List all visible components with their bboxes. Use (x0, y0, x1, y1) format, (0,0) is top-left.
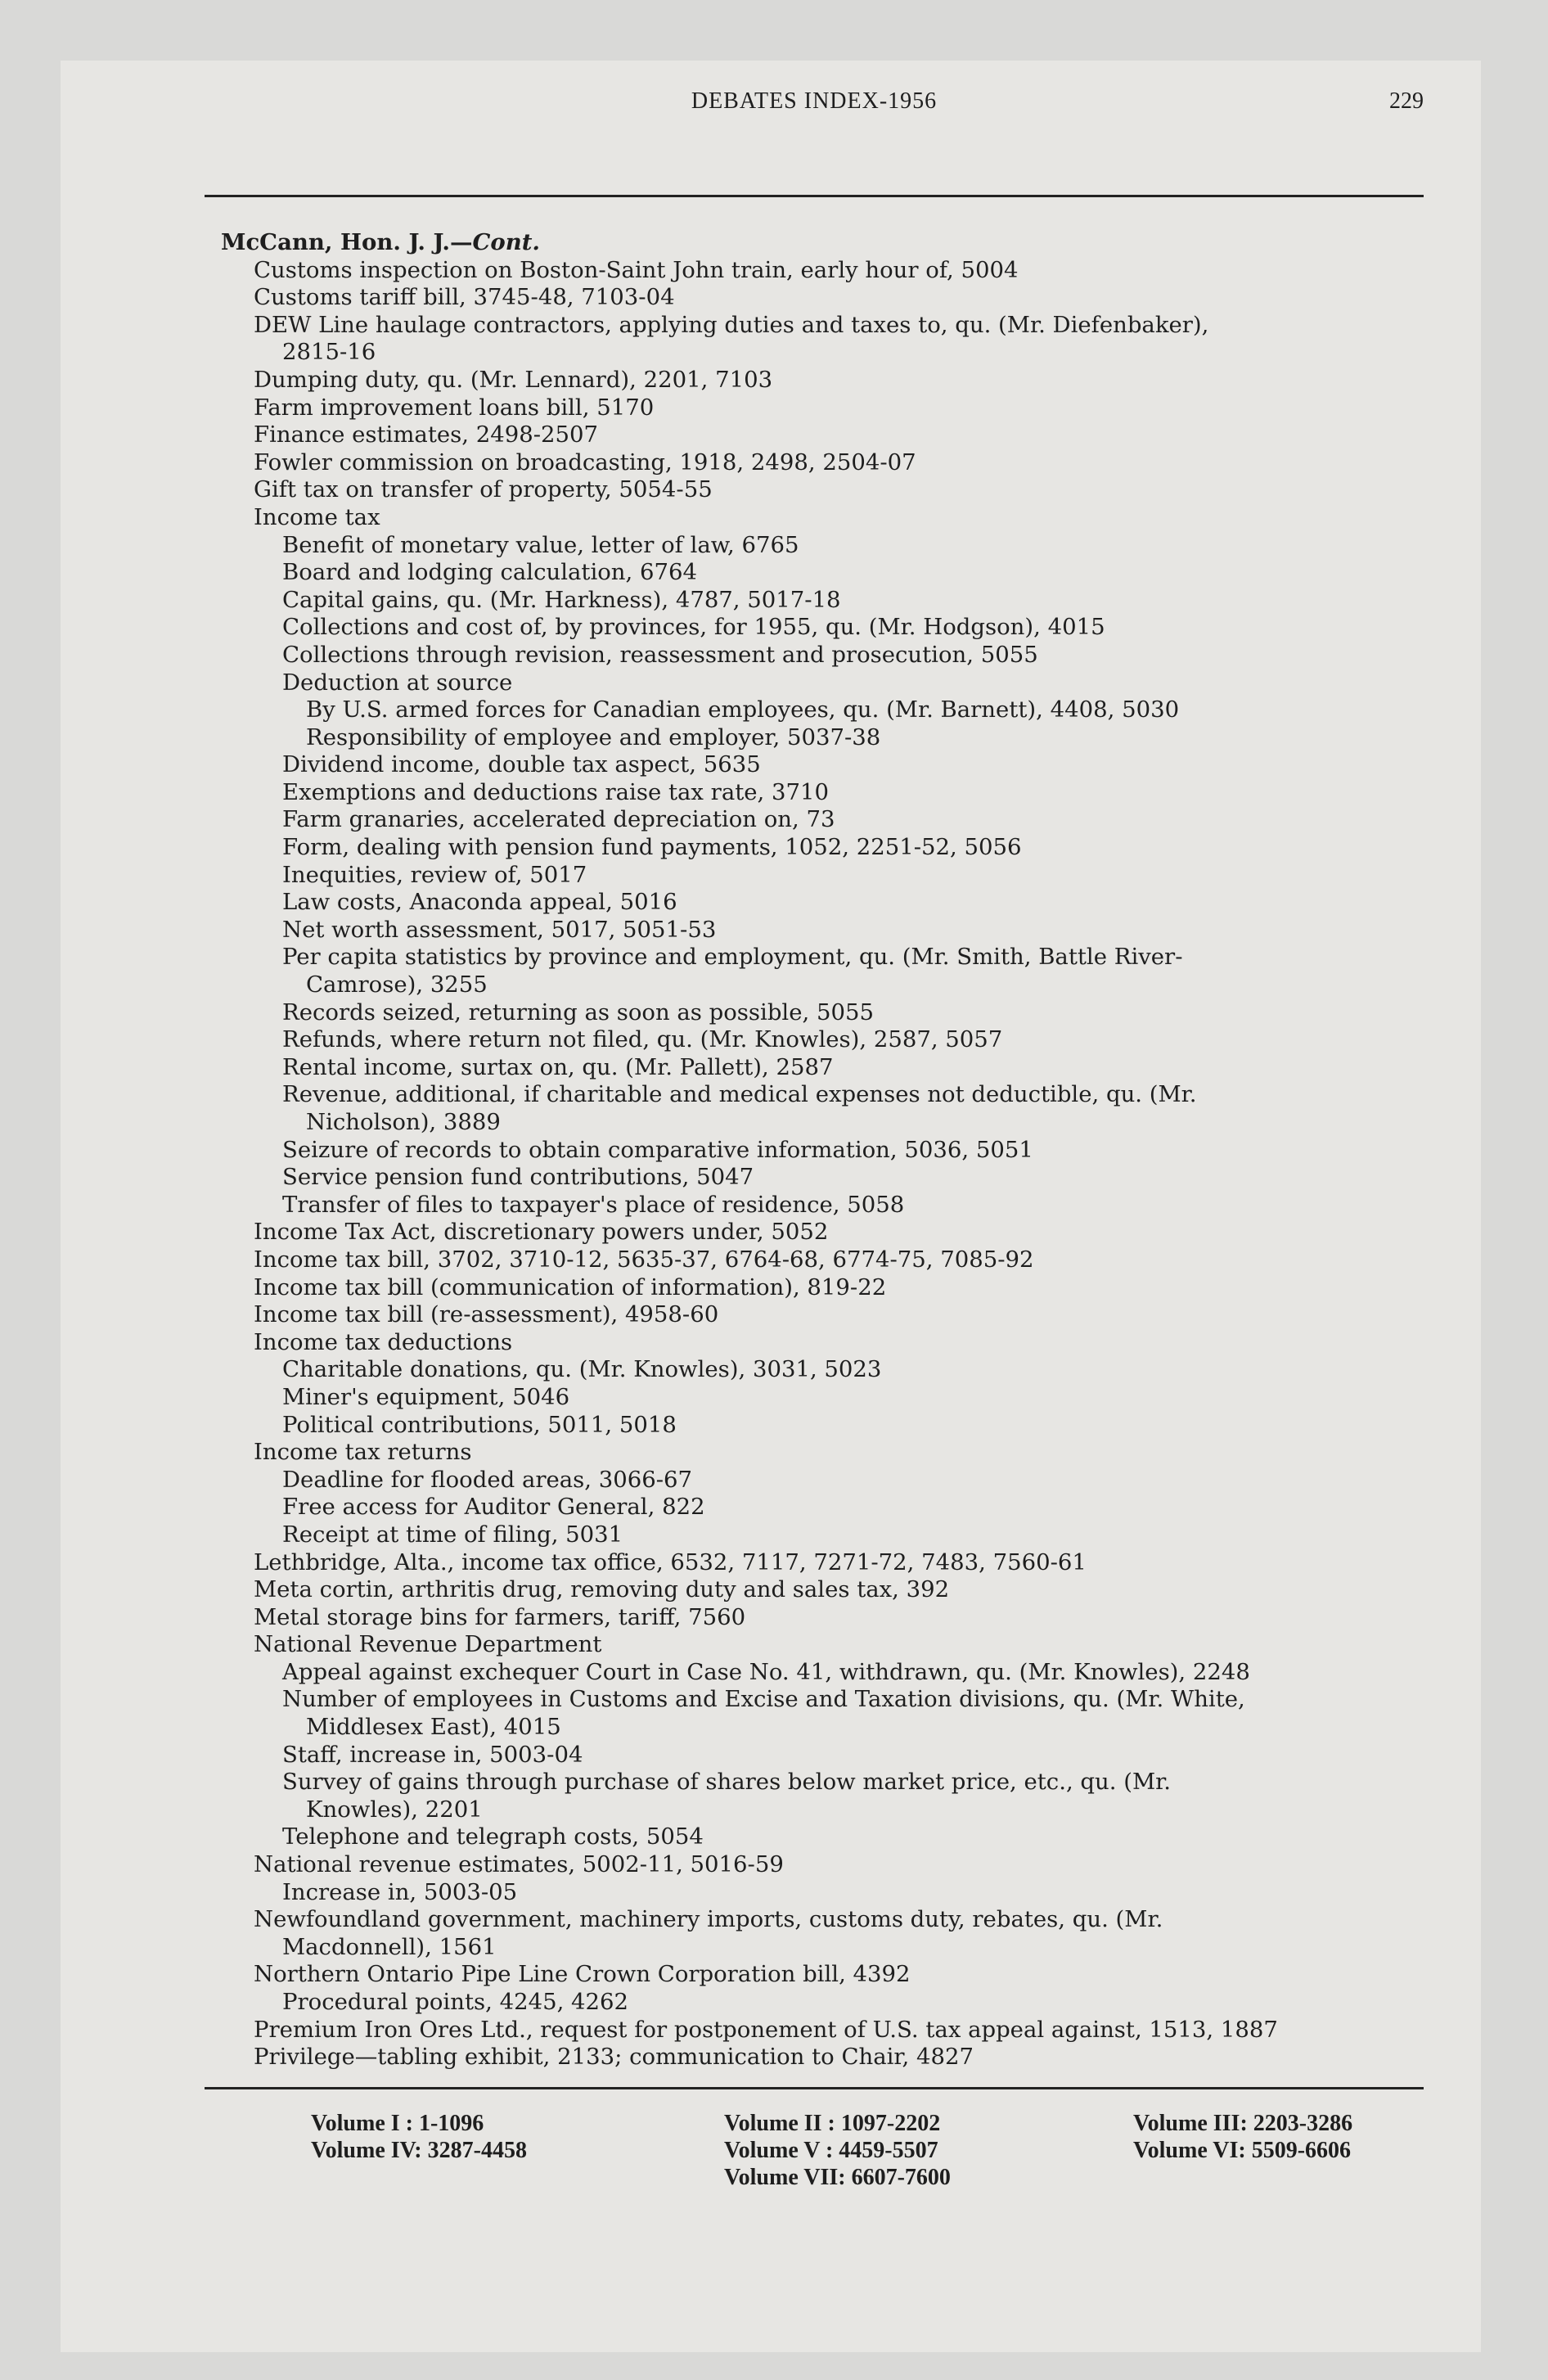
index-subentry: Free access for Auditor General, 822 (282, 1494, 705, 1521)
index-subentry: Camrose), 3255 (306, 971, 488, 998)
index-subentry: Per capita statistics by province and employment, qu. (Mr. Smith, Battle River- (282, 944, 1183, 971)
index-subentry: Receipt at time of filing, 5031 (282, 1521, 623, 1548)
index-entry: Income tax bill (re-assessment), 4958-60 (254, 1301, 719, 1328)
index-subentry: Staff, increase in, 5003-04 (282, 1741, 583, 1768)
index-entry: National Revenue Department (254, 1631, 602, 1658)
heading-name: McCann, Hon. J. J.— (221, 229, 473, 255)
index-entry: DEW Line haulage contractors, applying duties and taxes to, qu. (Mr. Diefenbaker), (254, 311, 1209, 338)
index-entry: National revenue estimates, 5002-11, 5016-59 (254, 1851, 784, 1878)
index-subentry: Net worth assessment, 5017, 5051-53 (282, 916, 717, 943)
index-subentry: Law costs, Anaconda appeal, 5016 (282, 889, 677, 916)
page-header (205, 88, 1424, 121)
footer-rule (205, 2087, 1424, 2089)
index-entry: Premium Iron Ores Ltd., request for postponement of U.S. tax appeal against, 1513, 1887 (254, 2016, 1278, 2043)
index-entry: Meta cortin, arthritis drug, removing duty and sales tax, 392 (254, 1576, 950, 1603)
index-subentry: Transfer of files to taxpayer's place of residence, 5058 (282, 1191, 905, 1218)
index-subentry: Appeal against exchequer Court in Case No. 41, withdrawn, qu. (Mr. Knowles), 2248 (282, 1658, 1250, 1685)
continued-label: Cont. (472, 229, 540, 255)
index-entry: Farm improvement loans bill, 5170 (254, 394, 655, 421)
index-subentry: By U.S. armed forces for Canadian employees, qu. (Mr. Barnett), 4408, 5030 (306, 696, 1180, 723)
index-subentry: Inequities, review of, 5017 (282, 861, 587, 888)
index-entry: Customs tariff bill, 3745-48, 7103-04 (254, 284, 675, 311)
index-subentry: Form, dealing with pension fund payments, 1052, 2251-52, 5056 (282, 834, 1022, 861)
volume-range: Volume V : 4459-5507 (724, 2138, 938, 2163)
volume-range: Volume II : 1097-2202 (724, 2111, 941, 2136)
index-entry: Northern Ontario Pipe Line Crown Corporation bill, 4392 (254, 1961, 911, 1988)
index-subentry: Seizure of records to obtain comparative information, 5036, 5051 (282, 1136, 1033, 1163)
index-subentry: Procedural points, 4245, 4262 (282, 1989, 629, 2015)
index-entry: Income tax bill (communication of information), 819-22 (254, 1273, 887, 1300)
index-subentry: Benefit of monetary value, letter of law, 6765 (282, 531, 799, 558)
index-subentry: Farm granaries, accelerated depreciation on, 73 (282, 806, 835, 833)
index-entries (221, 229, 1424, 2071)
header-rule (205, 195, 1424, 197)
index-entry: Income tax bill, 3702, 3710-12, 5635-37, 6764-68, 6774-75, 7085-92 (254, 1246, 1034, 1273)
index-subentry: Collections through revision, reassessment and prosecution, 5055 (282, 641, 1038, 668)
index-subentry: Middlesex East), 4015 (306, 1714, 561, 1741)
running-title: DEBATES INDEX-1956 (691, 88, 938, 114)
index-entry: Privilege—tabling exhibit, 2133; communication to Chair, 4827 (254, 2044, 974, 2071)
volume-range: Volume I : 1-1096 (311, 2111, 484, 2136)
index-subentry: Deadline for flooded areas, 3066-67 (282, 1466, 693, 1493)
index-entry: Income tax returns (254, 1439, 472, 1466)
index-entry: Gift tax on transfer of property, 5054-55 (254, 476, 713, 503)
index-subentry: Collections and cost of, by provinces, for 1955, qu. (Mr. Hodgson), 4015 (282, 614, 1105, 641)
volume-range: Volume VI: 5509-6606 (1133, 2138, 1352, 2163)
index-subentry: Revenue, additional, if charitable and medical expenses not deductible, qu. (Mr. (282, 1081, 1197, 1108)
page-number: 229 (1389, 88, 1424, 114)
index-subentry: Number of employees in Customs and Excise and Taxation divisions, qu. (Mr. White, (282, 1686, 1245, 1713)
index-entry: Fowler commission on broadcasting, 1918, 2498, 2504-07 (254, 449, 916, 476)
index-subentry: Rental income, surtax on, qu. (Mr. Pallett), 2587 (282, 1053, 834, 1080)
index-subentry: Miner's equipment, 5046 (282, 1383, 570, 1410)
index-subentry: Increase in, 5003-05 (282, 1878, 518, 1905)
volume-range: Volume III: 2203-3286 (1133, 2111, 1353, 2136)
volume-range: Volume VII: 6607-7600 (724, 2165, 951, 2190)
index-entry: Dumping duty, qu. (Mr. Lennard), 2201, 7103 (254, 366, 773, 393)
index-subentry: 2815-16 (282, 339, 376, 366)
index-subentry: Political contributions, 5011, 5018 (282, 1411, 677, 1438)
index-entry: Customs inspection on Boston-Saint John train, early hour of, 5004 (254, 256, 1019, 283)
index-subentry: Charitable donations, qu. (Mr. Knowles), 3031, 5023 (282, 1356, 882, 1383)
index-subentry: Deduction at source (282, 669, 513, 696)
index-subentry: Knowles), 2201 (306, 1796, 483, 1823)
index-subentry: Survey of gains through purchase of shares below market price, etc., qu. (Mr. (282, 1769, 1171, 1796)
index-entry: Income tax deductions (254, 1328, 513, 1355)
volume-column-2 (724, 2110, 951, 2191)
volume-column-3 (1133, 2110, 1352, 2164)
index-subentry: Capital gains, qu. (Mr. Harkness), 4787, 5017-18 (282, 586, 841, 613)
index-subentry: Board and lodging calculation, 6764 (282, 559, 697, 586)
index-subentry: Nicholson), 3889 (306, 1109, 501, 1135)
volume-range: Volume IV: 3287-4458 (311, 2138, 527, 2163)
index-subentry: Records seized, returning as soon as possible, 5055 (282, 998, 874, 1025)
index-entry: Lethbridge, Alta., income tax office, 6532, 7117, 7271-72, 7483, 7560-61 (254, 1548, 1087, 1575)
index-subentry: Service pension fund contributions, 5047 (282, 1164, 754, 1191)
volume-column-1 (311, 2110, 527, 2164)
index-subentry: Exemptions and deductions raise tax rate, 3710 (282, 778, 830, 805)
index-subentry: Refunds, where return not filed, qu. (Mr. Knowles), 2587, 5057 (282, 1026, 1003, 1053)
index-heading (221, 229, 1424, 257)
index-subentry: Macdonnell), 1561 (282, 1933, 497, 1960)
index-entry: Finance estimates, 2498-2507 (254, 421, 598, 449)
index-entry: Metal storage bins for farmers, tariff, 7560 (254, 1603, 746, 1630)
index-subentry: Telephone and telegraph costs, 5054 (282, 1823, 704, 1850)
index-entry: Income Tax Act, discretionary powers under, 5052 (254, 1219, 829, 1246)
index-entry: Newfoundland government, machinery imports, customs duty, rebates, qu. (Mr. (254, 1906, 1163, 1933)
index-subentry: Responsibility of employee and employer, 5037-38 (306, 723, 881, 751)
index-subentry: Dividend income, double tax aspect, 5635 (282, 751, 761, 778)
index-entry: Income tax (254, 503, 380, 530)
volume-key (245, 2110, 1424, 2200)
